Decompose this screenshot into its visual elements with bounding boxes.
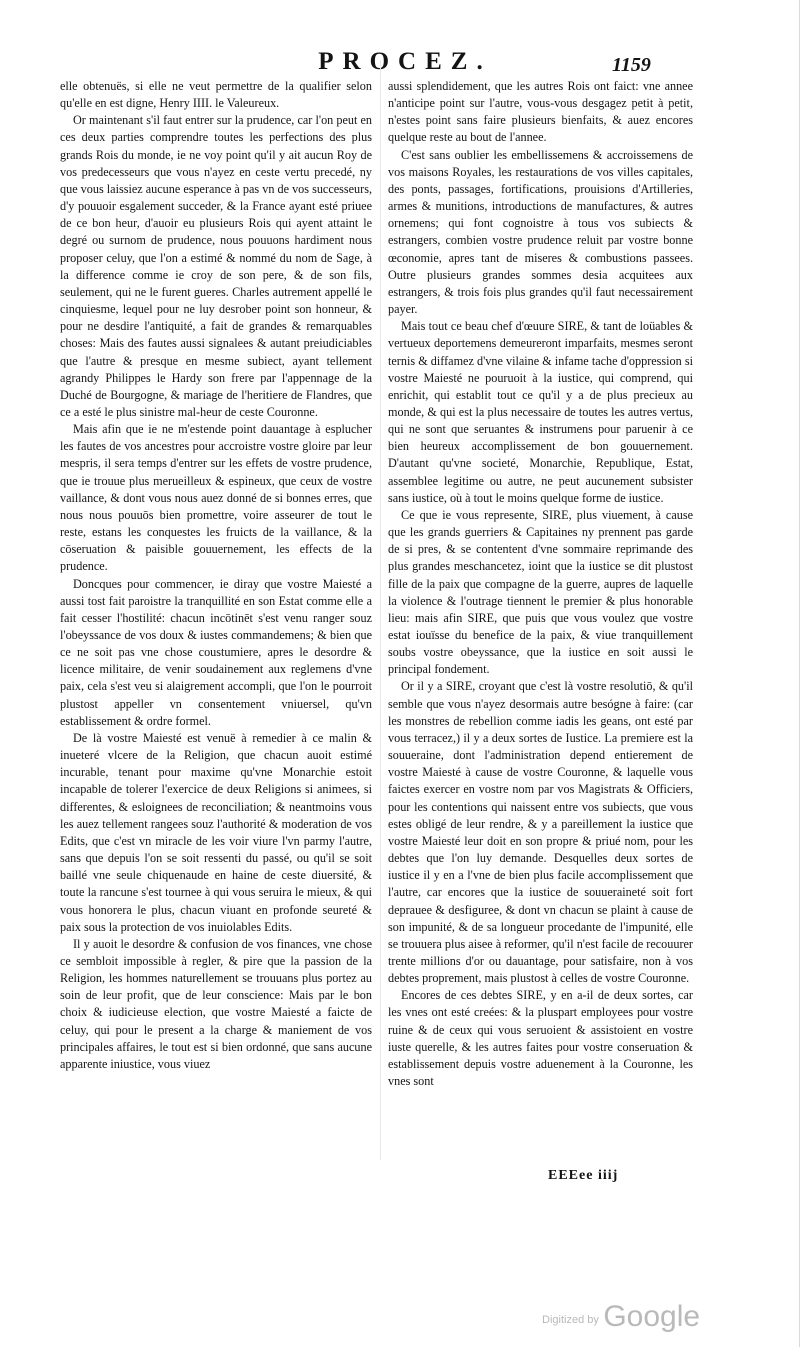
paragraph: C'est sans oublier les embellissemens & accroissemens de vos maisons Royales, les restaurations de vos villes capitales, des ponts, passages, fortifications, prouisions d'Artilleries, armes & munitions, introductions de manufactures, & autres ornemens; qui font cognoistre à tous vos subiects & estrangers, combien vostre prudence reluit par vostre bonne œconomie, apres tant de miseres & combustions passees. Outre plusieurs grandes sommes desia acquitees aux estrangers, & trois fois plus grandes qu'il faut necessairement payer.: [388, 147, 693, 317]
left-column: [60, 78, 372, 1073]
page-edge: [799, 0, 800, 1347]
page-number: 1159: [612, 54, 651, 76]
running-head: PROCEZ.: [318, 48, 492, 75]
column-divider: [380, 60, 381, 1160]
paragraph: Encores de ces debtes SIRE, y en a-il de deux sortes, car les vnes ont esté creées: & la pluspart employees pour vostre ruine & de ceux qui vous seruoient & assistoient en vostre iuste querelle, & les autres faites pour vostre conseruation & establissement depuis vostre aduenement à la Couronne, les vnes sont: [388, 988, 693, 1089]
digitized-prefix: Digitized by: [542, 1314, 599, 1326]
paragraph: Mais afin que ie ne m'estende point dauantage à esplucher les fautes de vos ancestres pour accroistre vostre gloire par leur mespris, il sera temps d'entrer sur les effets de vostre prudence, que ie trouue plus merueilleux & espineux, que ceux de vostre vaillance, & dont vous nous auez donné de si bonnes erres, que nous nous pouuōs bien promettre, voire asseurer de tout le reste, estans les conquestes les fruicts de la vaillance, & la cōseruation & paisible gouuernement, les effects de la prudence.: [60, 422, 372, 574]
paragraph: De là vostre Maiesté est venuë à remedier à ce malin & inueteré vlcere de la Religion, que chacun auoit estimé incurable, tenant pour maxime qu'vne Monarchie estoit incapable de tolerer l'exercice de deux Religions si animees, si differentes, & esloignees de reconciliation; & neantmoins vous les auez tellement rangees souz l'authorité & moderation de vos Edits, que c'est vn miracle de les voir viure l'vn parmy l'autre, sans que depuis l'on se soit ressenti du passé, ou qu'il se soit baillé vne seule chiquenaude en haine de ceste diuersité, & toute la rancune s'est tournee à qui vous seruira le mieux, & qui vous honorera le plus, chacun viuant en profonde seureté & paix sous la protection de vos inuiolables Edits.: [60, 730, 372, 934]
paragraph: Or il y a SIRE, croyant que c'est là vostre resolutiō, & qu'il semble que vous n'ayez desormais autre besógne à faire: (car les monstres de rebellion comme iadis les geans, ont esté par vous terracez,) il y a deux sortes de Iustice. La premiere est la souueraine, dont l'administration depend entierement de vostre Maiesté à cause de vostre Couronne, & laquelle vous faictes exercer en vostre nom par vos Magistrats & Officiers, pour les contentions qui naissent entre vos subiects, que vous estes obligé de leur rendre, & y a pareillement la iustice que vostre Maiesté leur doit en son propre & priué nom, pour les debtes que l'on luy demande. Desquelles deux sortes de iustice il y en a l'vne de bien plus facile accomplissement que l'autre, car encores que la iustice de souueraineté soit fort deprauee & desfiguree, & dont vn chacun se plaint à cause de son impunité, & de sa longueur procedante de l'impunité, elle se trouuera plus aisee à reformer, qu'il n'est facile de recouurer trente millions d'or ou dauantage, pour satisfaire, non à vos debtes proprement, mais plustost à celles de vostre Couronne.: [388, 679, 693, 986]
signature-mark: EEEee iiij: [548, 1168, 619, 1183]
paragraph: Doncques pour commencer, ie diray que vostre Maiesté a aussi tost fait paroistre la tranquillité en son Estat comme elle a fait cesser l'hostilité: chacun incōtinēt s'est venu ranger souz l'obeyssance de vos doux & iustes commandemens; & bien que ce ne soit pas vne chose coustumiere, apres le desordre & licence militaire, de venir soudainement aux reglemens d'vne paix, cela s'est veu si alaigrement accompli, que l'on le pourroit plustost appeller vn consentement vniuersel, qu'vn establissement & ordre formel.: [60, 576, 372, 728]
paragraph: elle obtenuës, si elle ne veut permettre de la qualifier selon qu'elle en est digne, Henry IIII. le Valeureux.: [60, 79, 372, 111]
paragraph: Or maintenant s'il faut entrer sur la prudence, car l'on peut en ces deux parties comprendre toutes les perfections des plus grands Rois du monde, ie ne voy point qu'il y ait aucun Roy de vos predecesseurs que vous n'ayez en ceste vertu precedé, ny que vous laissiez aucune esperance à pas vn de vos successeurs, d'y pouuoir esgalement succeder, & la France ayant esté priuee de ce bon heur, d'auoir eu plusieurs Rois qui ayent attaint le degré ou surnom de prudence, nous pouuons hardiment nous proposer celuy, que l'on a estimé & nommé du nom de Sage, à la difference comme ie croy de son pere, & de son fils, seulement, qui ne le furent gueres. Charles autrement appellé le cinquiesme, lequel pour ne luy desrober point son honneur, & pour ne desdire l'antiquité, a fait de grandes & remarquables choses: Mais des fautes aussi signalees & autant preiudiciables que l'autre & presque en mesme subiect, ayant tellement agrandy Philippes le Hardy son frere par l'appennage de la Duché de Bourgogne, & mariage de l'heritiere de Flandres, que ce a esté le plus sinistre mal-heur de ceste Couronne.: [60, 113, 372, 419]
paragraph: aussi splendidement, que les autres Rois ont faict: vne annee n'anticipe point sur l'autre, vous-vous desgagez petit à petit, n'estes point sans faire plusieurs bienfaits, & auez encores quelque reste au bout de l'annee.: [388, 79, 693, 145]
right-column: [388, 78, 693, 1090]
google-logo: Google: [603, 1300, 701, 1333]
digitized-watermark: [542, 1300, 700, 1334]
paragraph: Mais tout ce beau chef d'œuure SIRE, & tant de loüables & vertueux deportemens demeureront imparfaits, mesmes seront ternis & diffamez d'vne vilaine & infame tache d'oppression si vostre Maiesté ne pouruoit à la iustice, qui comprend, qui enrichit, qui establit tout ce qu'il y a de plus precieux au monde, & qui est la plus necessaire de toutes les autres vertus, qui ne sont que seruantes & instrumens pour paruenir à ce bien heureux accomplissement de bon gouuernement. D'autant qu'vne societé, Monarchie, Republique, Estat, assemblee legitime ou autre, ne peut aucunement subsister sans iustice, où à tout le moins quelque forme de iustice.: [388, 319, 693, 505]
paragraph: Ce que ie vous represente, SIRE, plus viuement, à cause que les grands guerriers & Capitaines ny prennent pas garde de si pres, & se contentent d'vne sommaire reprimande des plus grandes meschancetez, ioint que la iustice se dit plustost fille de la paix que compagne de la guerre, aupres de laquelle la violence & l'outrage tiennent le premier & plus honorable lieu: mais afin SIRE, que puis que vous voulez que vostre estat iouïsse du benefice de la paix, & viue tranquillement soubs vostre obeyssance, que la iustice en soit aussi le principal fondement.: [388, 507, 693, 677]
paragraph: Il y auoit le desordre & confusion de vos finances, vne chose ce sembloit impossible à regler, & pire que la passion de la Religion, les hommes naturellement se trouuans plus portez au soin de leur profit, que de leur conscience: Mais par le bon choix & iudicieuse election, que vostre Maiesté a faicte de celuy, qui pour le present a la charge & maniement de vos principales affaires, le tout est si bien ordonné, que sans aucune apparente iniustice, vous viuez: [60, 936, 372, 1071]
